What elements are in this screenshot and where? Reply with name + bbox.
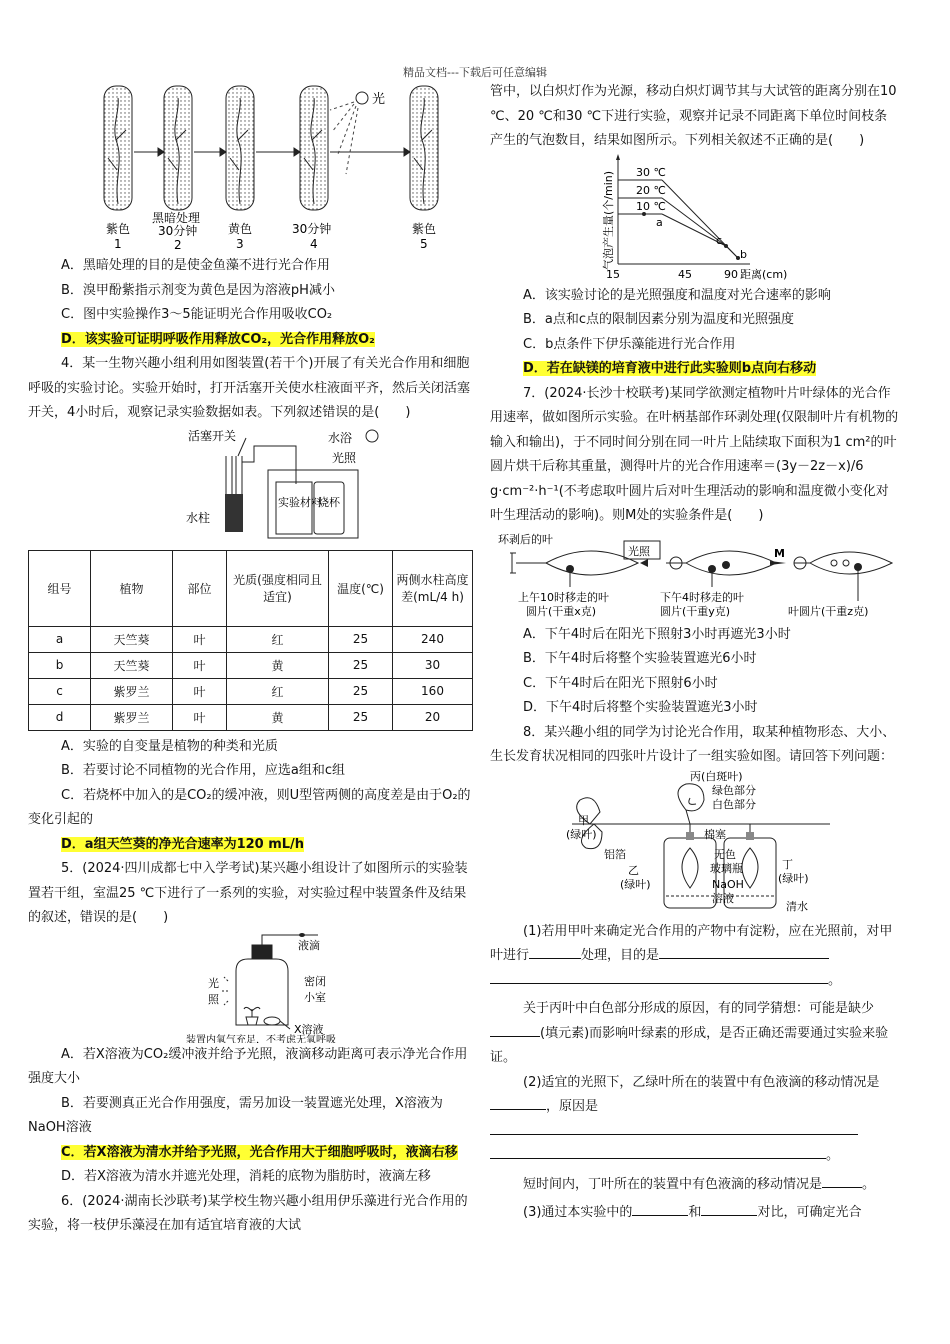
table-row: [29, 626, 473, 652]
q6-options: [490, 284, 900, 382]
q8-s1c: 。: [828, 972, 842, 988]
table-cell: 240: [393, 626, 473, 652]
label-a: a: [656, 215, 663, 229]
tick-15: 15: [606, 267, 620, 281]
table-cell: a: [29, 626, 91, 652]
header-plant: 植物: [91, 550, 173, 626]
sun-icon: [366, 430, 378, 442]
tick-45: 45: [678, 267, 692, 281]
tube-2-mid: 30分钟: [158, 224, 198, 238]
q4-option-b[interactable]: B．若要讨论不同植物的光合作用，应选a组和c组: [61, 763, 346, 778]
stopcock-label: 活塞开关: [188, 428, 237, 443]
q7-option-d[interactable]: D．下午4时后将整个实验装置遮光3小时: [523, 700, 758, 715]
table-row: [29, 678, 473, 704]
white-part-label: 白色部分: [712, 797, 756, 811]
q6-option-c[interactable]: C．b点条件下伊乐藻能进行光合作用: [523, 336, 736, 352]
am-disc-label-1: 上午10时移走的叶: [518, 590, 609, 604]
jia-sub-label: (绿叶): [566, 827, 597, 841]
table-row: [29, 652, 473, 678]
chamber-diagram: [28, 931, 473, 1043]
table-cell: 叶: [173, 652, 227, 678]
q6-stem-right: 管中，以白炽灯作为光源，移动白炽灯调节其与大试管的距离分别在10 ℃、20 ℃和30 ℃下进行实验，观察并记录不同距离下单位时间枝条产生的气泡数目，结果如图所示。下列相关叙述不正确的是( ): [490, 84, 897, 148]
chamber-figure: [28, 931, 473, 1043]
answer-blank-3[interactable]: [490, 970, 828, 984]
x-solution-label: X溶液: [294, 1022, 324, 1036]
foil-label: 铝箔: [604, 847, 626, 861]
q8-s1b: 处理，目的是: [581, 948, 660, 963]
q8-s1a: (1)若用甲叶来确定光合作用的产物中有淀粉，应在光照前，对甲叶进行: [490, 923, 893, 963]
table-cell: 25: [329, 678, 393, 704]
tick-90: 90: [724, 267, 738, 281]
q8-part1: [490, 920, 900, 994]
q6-option-b[interactable]: B．a点和c点的限制因素分别为温度和光照强度: [523, 312, 795, 327]
q3-option-b[interactable]: B．溴甲酚紫指示剂变为黄色是因为溶液pH减小: [61, 282, 335, 298]
data-table: [28, 550, 473, 731]
material-label: 实验材料: [278, 495, 322, 509]
table-row: [29, 704, 473, 730]
tube-2-top: 黑暗处理: [152, 211, 201, 225]
answer-blank-8[interactable]: [822, 1174, 862, 1188]
answer-blank-7[interactable]: [490, 1145, 826, 1159]
tube-5: [410, 86, 438, 210]
light-rays: [330, 102, 358, 174]
table-cell: 160: [393, 678, 473, 704]
table-cell: 20: [393, 704, 473, 730]
q4-option-a[interactable]: A．实验的自变量是植物的种类和光质: [61, 738, 278, 754]
q8-part3: [490, 1201, 900, 1226]
q4-options: [28, 735, 473, 858]
left-column: [28, 80, 473, 1239]
tube-5-top: 紫色: [412, 222, 437, 236]
tube-3-top: 黄色: [228, 222, 253, 236]
q8-s1e: (填元素)而影响叶绿素的形成，是否正确还需要通过实验来验证。: [490, 1025, 889, 1065]
q8-s2d: 短时间内，丁叶所在的装置中有色液滴的移动情况是: [523, 1176, 823, 1192]
q8-s2c: 。: [826, 1148, 840, 1163]
yi-sub-label: (绿叶): [620, 877, 651, 891]
q5-option-c[interactable]: [28, 1141, 473, 1166]
q3-option-a[interactable]: A．黑暗处理的目的是使金鱼藻不进行光合作用: [61, 258, 330, 273]
header-group: 组号: [29, 550, 91, 626]
q6-answer-highlight: D．若在缺镁的培育液中进行此实验则b点向右移动: [523, 361, 817, 376]
table-cell: d: [29, 704, 91, 730]
tube-1-top: 紫色: [106, 222, 131, 236]
green-part-label: 绿色部分: [712, 783, 756, 797]
water-column-label: 水柱: [186, 510, 211, 525]
q4-option-d[interactable]: [28, 833, 473, 858]
q8-s2a: (2)适宜的光照下，乙绿叶所在的装置中有色液滴的移动情况是: [523, 1074, 880, 1090]
am-disc-label-2: 圆片(干重x克): [526, 604, 597, 618]
q4-stem: 4．某一生物兴趣小组利用如图装置(若干个)开展了有关光合作用和细胞呼吸的实验讨论。实验开始时，打开活塞开关使水柱液面平齐，然后关闭活塞开关，4小时后，观察记录实验数据如表。下列叙述错误的是( ): [28, 356, 471, 420]
z-disc-label: 叶圆片(干重z克): [788, 604, 869, 618]
header-part: 部位: [173, 550, 227, 626]
jia-label: 甲: [578, 813, 589, 827]
table-cell: 25: [329, 704, 393, 730]
q7-options: [490, 623, 900, 721]
answer-blank-10[interactable]: [701, 1202, 757, 1216]
ding-label: 丁: [782, 857, 793, 871]
table-cell: 30: [393, 652, 473, 678]
yi-label: 乙: [628, 863, 639, 877]
tube-3: [226, 86, 254, 210]
label-c: c: [716, 233, 723, 247]
bubble-chart: [490, 154, 900, 284]
header-light: 光质(强度相同且适宜): [227, 550, 329, 626]
colorless-label: 无色: [714, 847, 736, 861]
q6-option-a[interactable]: A．该实验讨论的是光照强度和温度对光合速率的影响: [523, 287, 831, 303]
chamber-caption: 装置内氧气充足，不考虑无氧呼吸: [186, 1034, 336, 1043]
beaker-label: 烧杯: [318, 495, 340, 509]
q8-part2: [490, 1071, 900, 1169]
tube-4-num: 4: [310, 237, 318, 251]
label-10c: 10 ℃: [636, 199, 666, 213]
table-cell: 紫罗兰: [91, 678, 173, 704]
header-temp: 温度(℃): [329, 550, 393, 626]
q6-option-d[interactable]: [490, 357, 900, 382]
table-cell: 黄: [227, 652, 329, 678]
answer-blank-4[interactable]: [490, 1023, 540, 1037]
leaf-diagram: [490, 529, 900, 623]
solution-label: 溶液: [712, 891, 734, 905]
leaf-figure: [490, 529, 900, 623]
q3-options: [28, 254, 473, 352]
tube-4: [300, 86, 328, 210]
q5-option-a[interactable]: A．若X溶液为CO₂缓冲液并给予光照，液滴移动距离可表示净光合作用强度大小: [28, 1046, 468, 1086]
light-box-label: 光照: [628, 544, 650, 558]
table-cell: b: [29, 652, 91, 678]
right-column: [490, 80, 900, 1226]
q8-s3b: 和: [688, 1205, 702, 1220]
u-tube-diagram: [28, 426, 473, 550]
q3-option-d[interactable]: [28, 328, 473, 353]
table-cell: 25: [329, 652, 393, 678]
table-header-row: [29, 550, 473, 626]
answer-blank-2[interactable]: [659, 945, 829, 959]
x-axis-label: 距离(cm): [740, 267, 788, 281]
table-cell: 黄: [227, 704, 329, 730]
label-30c: 30 ℃: [636, 165, 666, 179]
pm-disc-label-1: 下午4时移走的叶: [660, 590, 744, 604]
q5-option-b[interactable]: B．若要测真正光合作用强度，需另加设一装置遮光处理，X溶液为NaOH溶液: [28, 1095, 443, 1135]
tube-4-top: 30分钟: [292, 222, 332, 236]
answer-blank-9[interactable]: [632, 1202, 688, 1216]
sun-icon: [356, 92, 368, 104]
light-label: 光照: [332, 450, 357, 465]
table-cell: 紫罗兰: [91, 704, 173, 730]
q8-part2-extra: [490, 1173, 900, 1198]
label-b: b: [740, 247, 747, 261]
table-cell: 红: [227, 626, 329, 652]
q7-option-c[interactable]: C．下午4时后在阳光下照射6小时: [523, 675, 718, 691]
table-cell: 天竺葵: [91, 652, 173, 678]
m-label: M: [774, 546, 785, 560]
q8-s2e: 。: [862, 1176, 876, 1192]
water-bath-label: 水浴: [328, 430, 353, 445]
q5-answer-highlight: C．若X溶液为清水并给予光照，光合作用大于细胞呼吸时，液滴右移: [61, 1144, 458, 1160]
point-c: [724, 244, 728, 248]
four-leaves-diagram: [490, 770, 900, 920]
label-20c: 20 ℃: [636, 183, 666, 197]
q4-answer-highlight: D．a组天竺葵的净光合速率为120 mL/h: [61, 836, 305, 852]
test-tube-figure: [28, 80, 473, 254]
bubble-chart-figure: [490, 154, 900, 284]
q7-option-b[interactable]: B．下午4时后将整个实验装置遮光6小时: [523, 651, 757, 666]
u-tube-figure: [28, 426, 473, 550]
q7-option-a[interactable]: A．下午4时后在阳光下照射3小时再遮光3小时: [523, 626, 791, 642]
q8-s3c: 对比，可确定光合: [757, 1205, 862, 1220]
table-cell: c: [29, 678, 91, 704]
q7-stem: 7．(2024·长沙十校联考)某同学欲测定植物叶片叶绿体的光合作用速率，做如图所示实验。在叶柄基部作环剥处理(仅限制叶片有机物的输入和输出)，于不同时间分别在同一叶片上陆续取下面积为1 cm²的叶圆片烘干后称其重量，测得叶片的光合作用速率＝(3y－2z－x)/6 g·cm⁻²·h⁻¹(不考虑取叶圆片后对叶生理活动的影响和温度微小变化对叶生理活动的影响)。则M处的实验条件是( ): [490, 385, 899, 523]
tube-1: [104, 86, 132, 210]
pm-disc-label-2: 圆片(干重y克): [660, 604, 731, 618]
q8-s3a: (3)通过本实验中的: [523, 1205, 633, 1220]
glass-bottle-label: 玻璃瓶: [710, 861, 743, 875]
header-height: 两侧水柱高度差(mL/4 h): [393, 550, 473, 626]
answer-blank-1[interactable]: [529, 945, 581, 959]
four-leaves-figure: [490, 770, 900, 920]
q5-stem: 5．(2024·四川成都七中入学考试)某兴趣小组设计了如图所示的实验装置若干组，室温25 ℃下进行了一系列的实验，对实验过程中装置条件及结果的叙述，错误的是( ): [28, 861, 468, 925]
ding-sub-label: (绿叶): [778, 871, 809, 885]
table-cell: 天竺葵: [91, 626, 173, 652]
answer-blank-5[interactable]: [490, 1096, 546, 1110]
q8-part1-extra: [490, 997, 900, 1071]
q6-stem-left: 6．(2024·湖南长沙联考)某学校生物兴趣小组用伊乐藻进行光合作用的实验，将一枝伊乐藻浸在加有适宜培育液的大试: [28, 1193, 468, 1233]
q3-option-c[interactable]: C．图中实验操作3～5能证明光合作用吸收CO₂: [61, 307, 333, 322]
tube-1-num: 1: [114, 237, 122, 251]
q5-options: [28, 1043, 473, 1190]
light-label: 光: [372, 92, 386, 107]
q3-answer-highlight: D．该实验可证明呼吸作用释放CO₂，光合作用释放O₂: [61, 331, 375, 347]
tube-2-num: 2: [174, 238, 182, 252]
table-cell: 叶: [173, 704, 227, 730]
girdled-leaf-label: 环剥后的叶: [498, 532, 553, 546]
answer-blank-6[interactable]: [490, 1121, 858, 1135]
table-cell: 叶: [173, 626, 227, 652]
table-cell: 25: [329, 626, 393, 652]
bing-label: 丙(白斑叶): [690, 769, 743, 783]
cotton-label: 棉塞: [704, 827, 726, 841]
y-axis-label: 气泡产生量(个/min): [602, 170, 615, 270]
table-cell: 叶: [173, 678, 227, 704]
light-label-2: 照: [208, 992, 219, 1006]
q4-option-c[interactable]: C．若烧杯中加入的是CO₂的缓冲液，则U型管两侧的高度差是由于O₂的变化引起的: [28, 787, 471, 827]
sealed-label: 密闭: [304, 974, 326, 988]
tube-5-num: 5: [420, 237, 428, 251]
tube-2: [164, 86, 192, 210]
light-label-1: 光: [208, 976, 219, 990]
droplet-label: 液滴: [298, 938, 320, 952]
naoh-label: NaOH: [712, 877, 744, 891]
q8-s1d: 关于丙叶中白色部分形成的原因，有的同学猜想：可能是缺少: [523, 1001, 875, 1016]
q8-s2b: ，原因是: [546, 1099, 599, 1114]
q5-option-d[interactable]: D．若X溶液为清水并遮光处理，消耗的底物为脂肪时，液滴左移: [61, 1169, 431, 1184]
q8-stem: 8．某兴趣小组的同学为讨论光合作用，取某种植物形态、大小、生长发育状况相同的四张叶片设计了一组实验如图。请回答下列问题：: [490, 724, 896, 764]
water-label: 清水: [786, 899, 808, 913]
tube-3-num: 3: [236, 237, 244, 251]
page-header: 精品文档---下载后可任意编辑: [403, 66, 547, 79]
chamber-label: 小室: [304, 990, 326, 1004]
test-tube-diagram: [28, 80, 473, 254]
table-cell: 红: [227, 678, 329, 704]
